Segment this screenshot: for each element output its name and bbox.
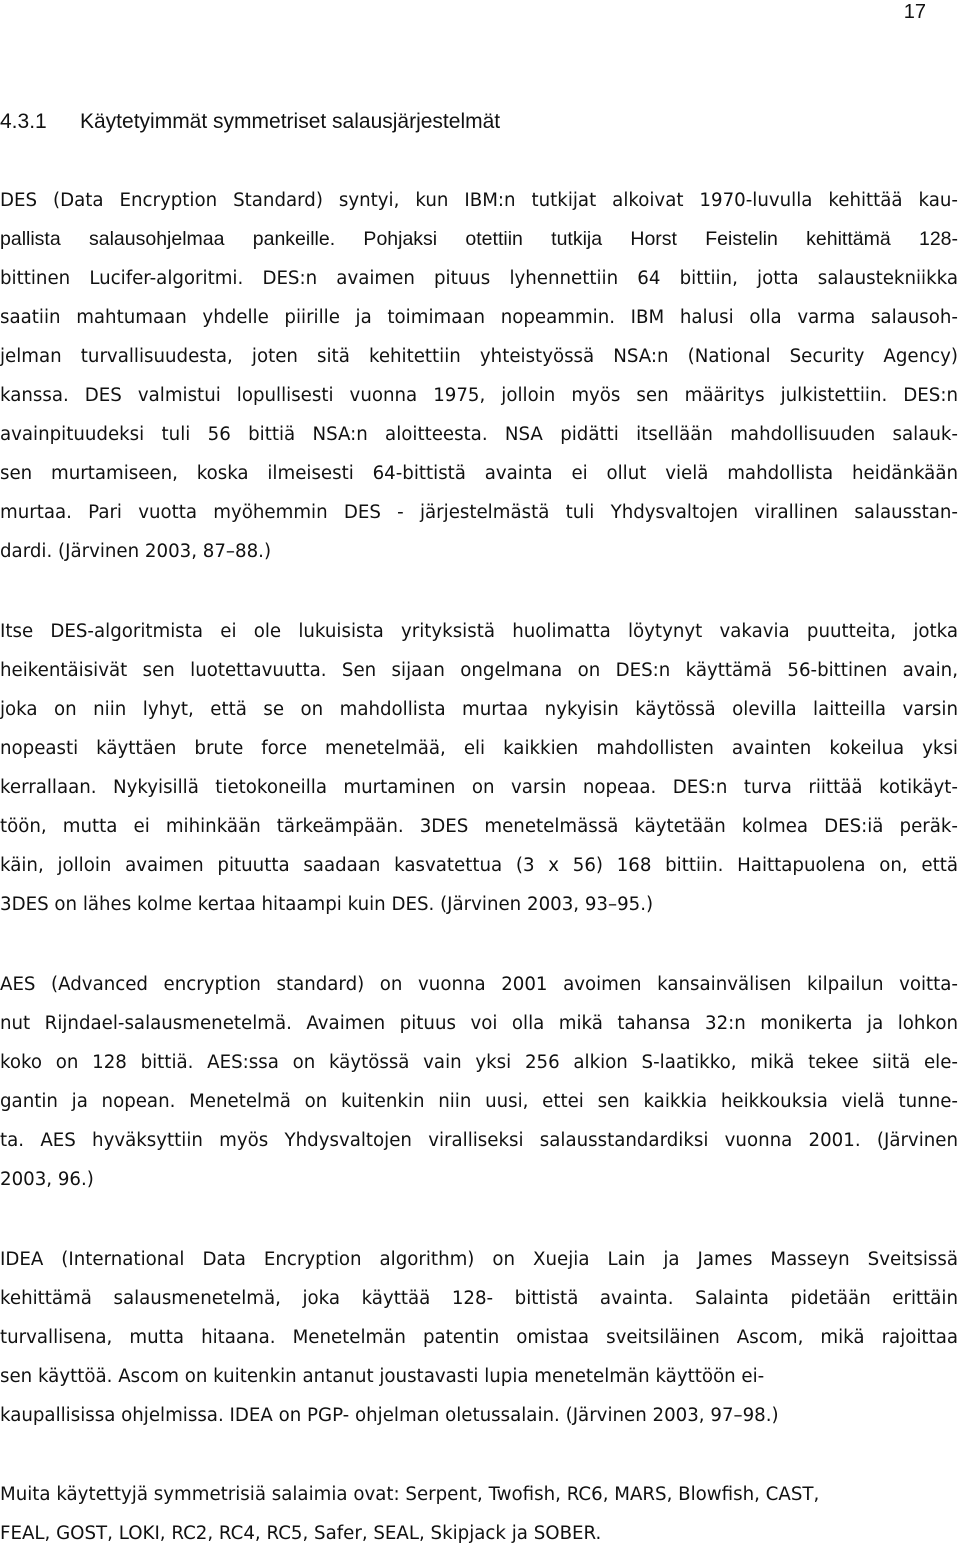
text-line: Muita käytettyjä symmetrisiä salaimia ovat: Serpent, Twofish, RC6, MARS, Blowfish, CAST, bbox=[0, 1484, 820, 1505]
text-line: AES (Advanced encryption standard) on vuonna 2001 avoimen kansainvälisen kilpailun voitta- bbox=[0, 974, 958, 995]
text-line: gantin ja nopean. Menetelmä on kuitenkin niin uusi, ettei sen kaikkia heikkouksia vielä tunne- bbox=[0, 1091, 958, 1112]
text-line: sen murtamiseen, koska ilmeisesti 64-bittistä avainta ei ollut vielä mahdollista heidänkään bbox=[0, 463, 958, 484]
text-line: bittinen Lucifer-algoritmi. DES:n avaimen pituus lyhennettiin 64 bittiin, jotta salaustekniikka bbox=[0, 268, 958, 289]
text-line: DES (Data Encryption Standard) syntyi, kun IBM:n tutkijat alkoivat 1970-luvulla kehittää kau- bbox=[0, 190, 958, 211]
text-line: 3DES on lähes kolme kertaa hitaampi kuin DES. (Järvinen 2003, 93–95.) bbox=[0, 894, 654, 915]
text-line: dardi. (Järvinen 2003, 87–88.) bbox=[0, 541, 272, 562]
text-line: turvallisena, mutta hitaana. Menetelmän patentin omistaa sveitsiläinen Ascom, mikä rajoittaa bbox=[0, 1327, 958, 1348]
text-line: kehittämä salausmenetelmä, joka käyttää 128- bittistä avainta. Salainta pidetään erittäin bbox=[0, 1288, 958, 1309]
text-line: IDEA (International Data Encryption algorithm) on Xuejia Lain ja James Masseyn Sveitsissä bbox=[0, 1249, 958, 1270]
section-heading bbox=[0, 108, 500, 136]
text-line: saatiin mahtumaan yhdelle piirille ja toimimaan nopeammin. IBM halusi olla varma salausoh- bbox=[0, 307, 958, 328]
paragraph-other-ciphers bbox=[0, 1475, 958, 1553]
text-line: koko on 128 bittiä. AES:ssa on käytössä vain yksi 256 alkion S-laatikko, mikä tekee siitä ele- bbox=[0, 1052, 958, 1073]
page-number: 17 bbox=[903, 1, 926, 23]
text-line: heikentäisivät sen luotettavuutta. Sen sijaan ongelmana on DES:n käyttämä 56-bittinen avain, bbox=[0, 660, 958, 681]
text-line: FEAL, GOST, LOKI, RC2, RC4, RC5, Safer, SEAL, Skipjack ja SOBER. bbox=[0, 1523, 602, 1544]
paragraph-idea bbox=[0, 1240, 958, 1435]
text-line: 2003, 96.) bbox=[0, 1169, 94, 1190]
text-line: jelman turvallisuudesta, joten sitä kehitettiin yhteistyössä NSA:n (National Security Agency) bbox=[0, 346, 958, 367]
text-line: Itse DES-algoritmista ei ole lukuisista yrityksistä huolimatta löytynyt vakavia puutteita, jotka bbox=[0, 621, 958, 642]
section-number: 4.3.1 bbox=[0, 110, 47, 133]
text-line: murtaa. Pari vuotta myöhemmin DES - järjestelmästä tuli Yhdysvaltojen virallinen salausstan- bbox=[0, 502, 958, 523]
text-line: kaupallisissa ohjelmissa. IDEA on PGP- ohjelman oletussalain. (Järvinen 2003, 97–98.) bbox=[0, 1405, 779, 1426]
paragraph-des bbox=[0, 181, 958, 571]
text-line: kerrallaan. Nykyisillä tietokoneilla murtaminen on varsin nopeaa. DES:n turva riittää kotikäyt- bbox=[0, 777, 958, 798]
text-line: joka on niin lyhyt, että se on mahdollista murtaa nykyisin käytössä olevilla laitteilla varsin bbox=[0, 699, 958, 720]
text-line: käin, jolloin avaimen pituutta saadaan kasvatettua (3 x 56) 168 bittiin. Haittapuolena on, että bbox=[0, 855, 958, 876]
text-line: pallista salausohjelmaa pankeille. Pohjaksi otettiin tutkija Horst Feistelin kehittämä 128- bbox=[0, 228, 958, 250]
text-line: nopeasti käyttäen brute force menetelmää, eli kaikkien mahdollisten avainten kokeilua yksi bbox=[0, 738, 958, 759]
text-line: nut Rijndael-salausmenetelmä. Avaimen pituus voi olla mikä tahansa 32:n monikerta ja lohkon bbox=[0, 1013, 958, 1034]
text-line: kanssa. DES valmistui lopullisesti vuonna 1975, jolloin myös sen määritys julkistettiin. DES:n bbox=[0, 385, 958, 406]
section-title: Käytetyimmät symmetriset salausjärjestelmät bbox=[80, 110, 501, 133]
text-line: töön, mutta ei mihinkään tärkeämpään. 3DES menetelmässä käytetään kolmea DES:iä peräk- bbox=[0, 816, 958, 837]
text-line: sen käyttöä. Ascom on kuitenkin antanut joustavasti lupia menetelmän käyttöön ei- bbox=[0, 1366, 765, 1387]
text-line: ta. AES hyväksyttiin myös Yhdysvaltojen viralliseksi salausstandardiksi vuonna 2001. (Järvinen bbox=[0, 1130, 958, 1151]
paragraph-aes bbox=[0, 965, 958, 1199]
paragraph-3des bbox=[0, 612, 958, 924]
text-line: avainpituudeksi tuli 56 bittiä NSA:n aloitteesta. NSA pidätti itsellään mahdollisuuden salauk- bbox=[0, 424, 958, 445]
